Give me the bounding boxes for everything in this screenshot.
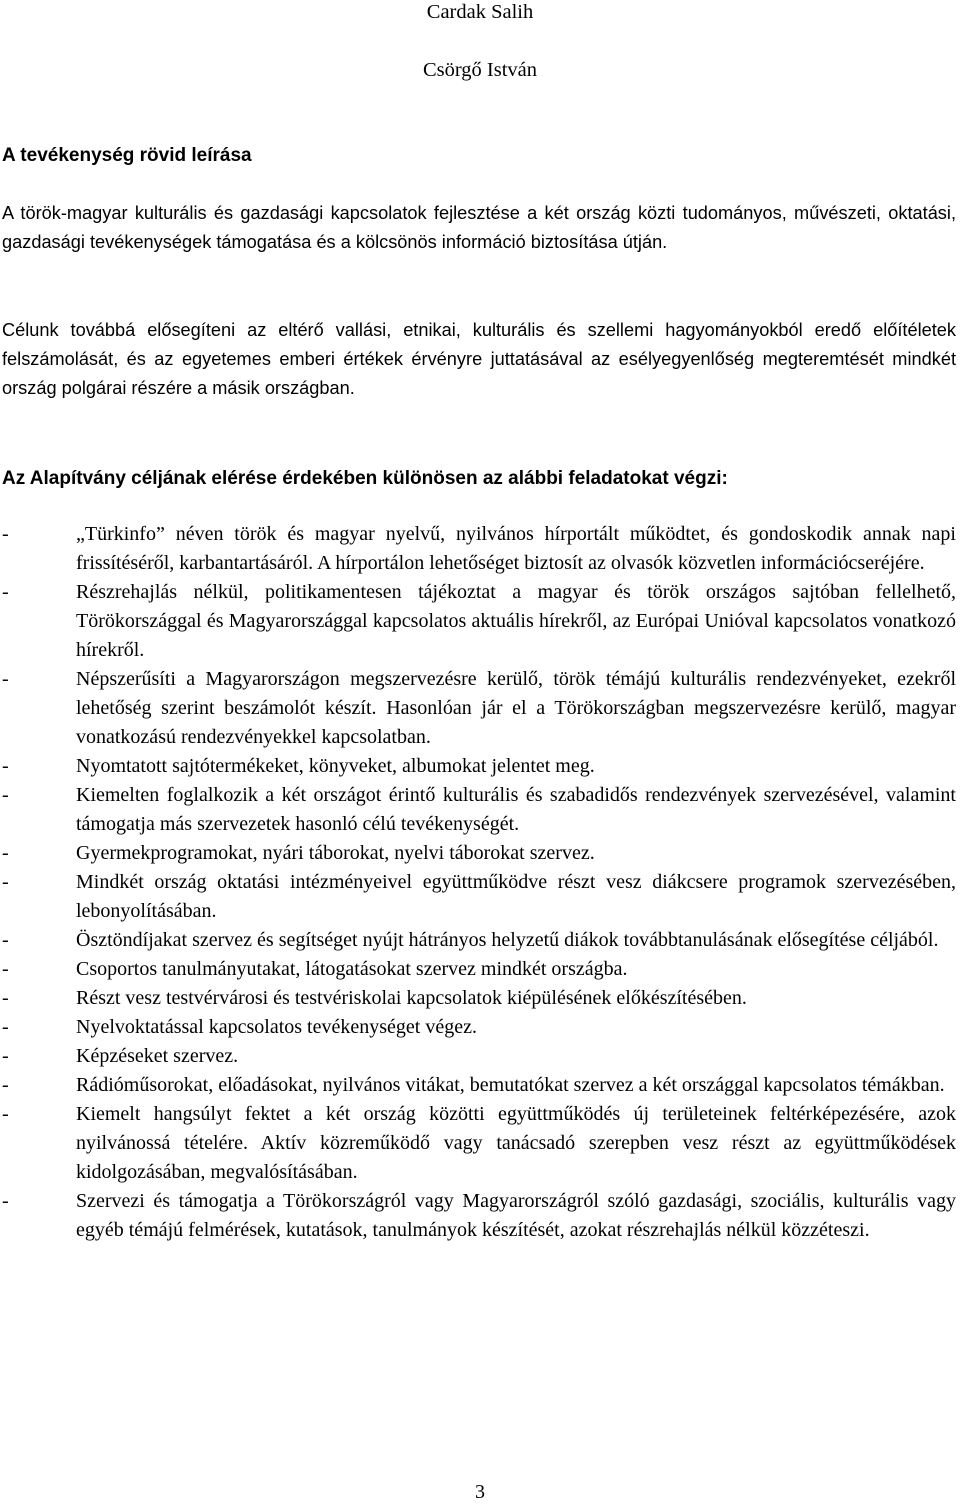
task-text: Gyermekprogramokat, nyári táborokat, nyelvi táborokat szervez. — [76, 842, 595, 864]
task-text: Rádióműsorokat, előadásokat, nyilvános vitákat, bemutatókat szervez a két országgal kapcsolatos témákban. — [76, 1074, 945, 1096]
task-text: Részrehajlás nélkül, politikamentesen tájékoztat a magyar és török országos sajtóban fellelhető, Törökországgal és Magyarországgal kapcsolatos aktuális hírekről, az Európai Unióval kapcsolatos vonatkozó hírekről. — [76, 581, 956, 661]
section-heading: A tevékenység rövid leírása — [2, 145, 252, 166]
bullet-dash: - — [2, 1190, 9, 1212]
bullet-dash: - — [2, 987, 9, 1009]
bullet-dash: - — [2, 523, 9, 545]
task-item — [0, 781, 960, 839]
task-item — [0, 926, 960, 955]
bullet-dash: - — [2, 784, 9, 806]
bullet-dash: - — [2, 668, 9, 690]
task-text: Nyelvoktatással kapcsolatos tevékenységet végez. — [76, 1016, 477, 1038]
task-text: „Türkinfo” néven török és magyar nyelvű, nyilvános hírportált működtet, és gondoskodik annak napi frissítéséről, karbantartásáról. A hírportálon lehetőséget biztosít az olvasók közvetlen információcseréjére. — [76, 523, 956, 574]
task-text: Szervezi és támogatja a Törökországról vagy Magyarországról szóló gazdasági, szociális, kulturális vagy egyéb témájú felmérések, kutatások, tanulmányok készítését, azokat részrehajlás nélkül közzéteszi. — [76, 1190, 956, 1241]
bullet-dash: - — [2, 842, 9, 864]
task-item — [0, 520, 960, 578]
task-item — [0, 1100, 960, 1187]
bullet-dash: - — [2, 1074, 9, 1096]
task-text: Népszerűsíti a Magyarországon megszervezésre kerülő, török témájú kulturális rendezvényeket, ezekről lehetőség szerint beszámolót készít. Hasonlóan jár el a Törökországban megszervezésre kerülő, magyar vonatkozású rendezvényekkel kapcsolatban. — [76, 668, 956, 748]
bullet-dash: - — [2, 958, 9, 980]
bullet-dash: - — [2, 929, 9, 951]
bullet-dash: - — [2, 1103, 9, 1125]
task-item — [0, 868, 960, 926]
task-item — [0, 665, 960, 752]
task-text: Mindkét ország oktatási intézményeivel együttműködve részt vesz diákcsere programok szervezésében, lebonyolításában. — [76, 871, 956, 922]
task-text: Képzéseket szervez. — [76, 1045, 239, 1067]
description-paragraph: A török-magyar kulturális és gazdasági kapcsolatok fejlesztése a két ország közti tudományos, művészeti, oktatási, gazdasági tevékenységek támogatása és a kölcsönös információ biztosítása útján. — [2, 203, 956, 252]
author-name: Csörgő István — [422, 59, 538, 81]
task-item — [0, 578, 960, 665]
task-item — [0, 1042, 960, 1071]
bullet-dash: - — [2, 1045, 9, 1067]
task-text: Kiemelt hangsúlyt fektet a két ország közötti együttműködés új területeinek feltérképezésére, azok nyilvánossá tételére. Aktív közreműködő vagy tanácsadó szerepben vesz részt az együttműködések kidolgozásában, megvalósításában. — [76, 1103, 956, 1183]
task-item — [0, 984, 960, 1013]
author-name: Cardak Salih — [426, 1, 534, 23]
page-number: 3 — [475, 1481, 485, 1503]
task-item — [0, 752, 960, 781]
task-item — [0, 1071, 960, 1100]
task-item — [0, 1187, 960, 1245]
task-text: Részt vesz testvérvárosi és testvériskolai kapcsolatok kiépülésének előkészítésében. — [76, 987, 747, 1009]
task-item — [0, 1013, 960, 1042]
task-item — [0, 955, 960, 984]
task-text: Nyomtatott sajtótermékeket, könyveket, albumokat jelentet meg. — [76, 755, 595, 777]
task-item — [0, 839, 960, 868]
task-text: Ösztöndíjakat szervez és segítséget nyújt hátrányos helyzetű diákok továbbtanulásának elősegítése céljából. — [76, 929, 939, 951]
task-list — [0, 520, 960, 1245]
section-heading: Az Alapítvány céljának elérése érdekében különösen az alábbi feladatokat végzi: — [2, 468, 728, 489]
task-text: Csoportos tanulmányutakat, látogatásokat szervez mindkét országba. — [76, 958, 628, 980]
task-text: Kiemelten foglalkozik a két országot érintő kulturális és szabadidős rendezvények szervezésével, valamint támogatja más szervezetek hasonló célú tevékenységét. — [76, 784, 956, 835]
bullet-dash: - — [2, 871, 9, 893]
bullet-dash: - — [2, 755, 9, 777]
description-paragraph: Célunk továbbá elősegíteni az eltérő vallási, etnikai, kulturális és szellemi hagyományokból eredő előítéletek felszámolását, és az egyetemes emberi értékek érvényre juttatásával az esélyegyenlőség megteremtését mindkét ország polgárai részére a másik országban. — [2, 320, 956, 398]
bullet-dash: - — [2, 1016, 9, 1038]
bullet-dash: - — [2, 581, 9, 603]
